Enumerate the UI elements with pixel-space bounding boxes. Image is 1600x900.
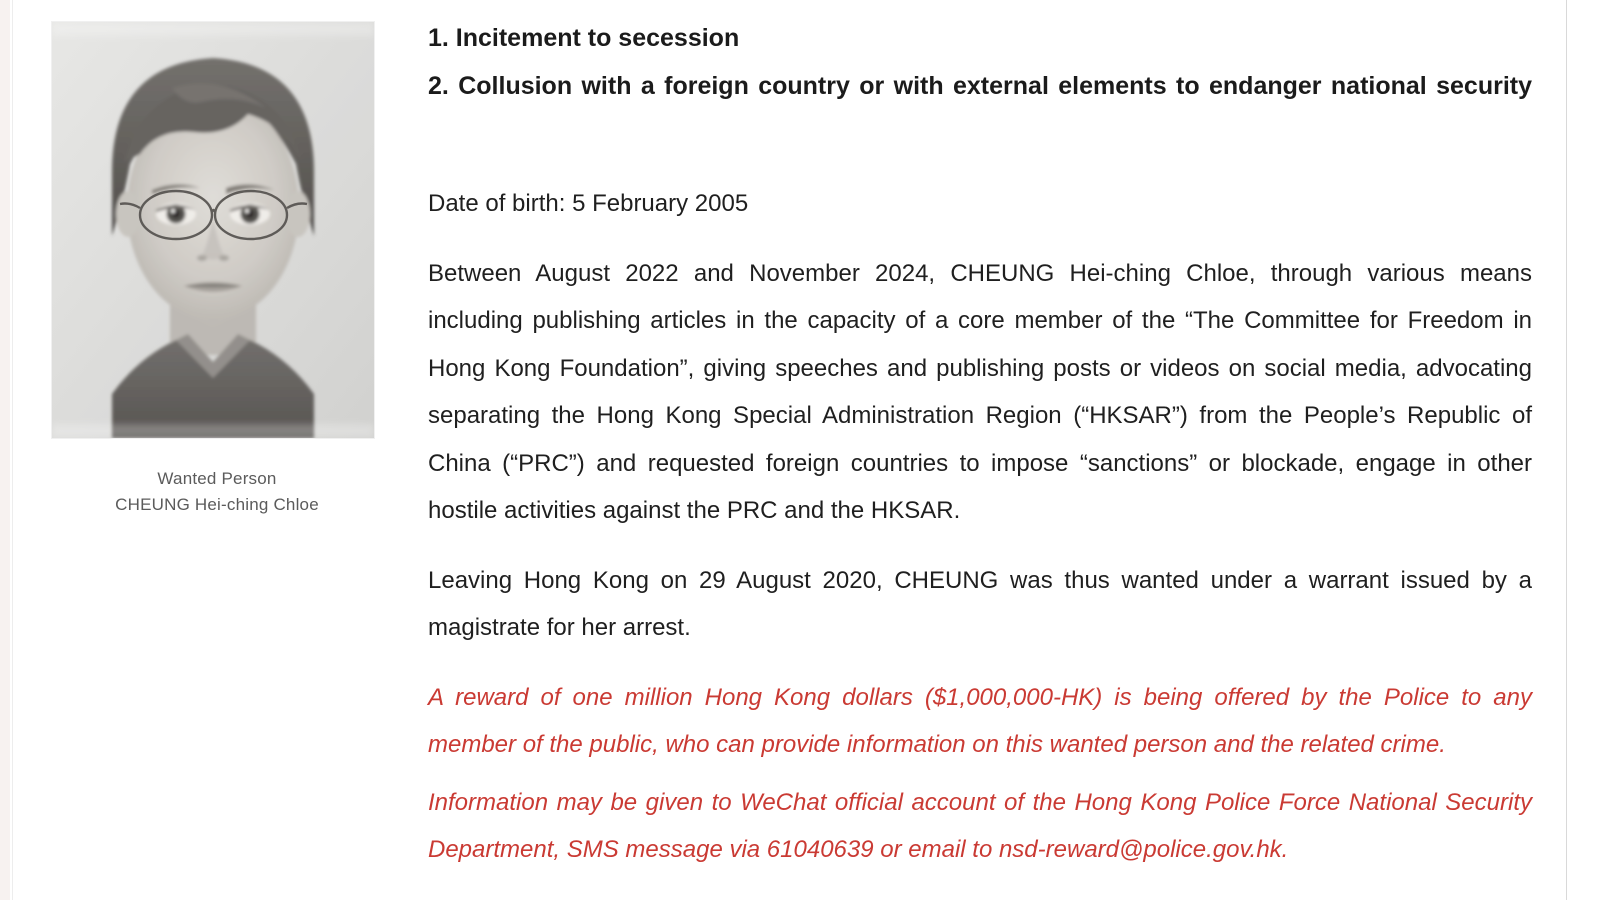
wanted-person-photo-block bbox=[52, 22, 382, 519]
page-edge-right-strip bbox=[1567, 0, 1600, 900]
charge-item-1: 1. Incitement to secession bbox=[428, 24, 740, 52]
narrative-paragraph-1: Between August 2022 and November 2024, CHEUNG Hei-ching Chloe, through various means including publishing articles in the capacity of a core member of the “The Committee for Freedom in Hong Kong Foundation”, giving speeches and publishing posts or videos on social media, advocating separating the Hong Kong Special Administration Region (“HKSAR”) from the People’s Republic of China (“PRC”) and requested foreign countries to impose “sanctions” or blockade, engage in other hostile activities against the PRC and the HKSAR. bbox=[428, 259, 1532, 525]
page-edge-left-rule bbox=[12, 0, 13, 900]
photo-caption-line-1: Wanted Person bbox=[157, 469, 277, 488]
contact-paragraph: Information may be given to WeChat official account of the Hong Kong Police Force National Security Department, SMS message via 61040639 or email to nsd-reward@police.gov.hk. bbox=[428, 788, 1532, 864]
photo-caption bbox=[52, 466, 382, 519]
wanted-person-photo bbox=[52, 22, 374, 438]
charge-item-2: 2. Collusion with a foreign country or with external elements to endanger national security bbox=[428, 72, 1532, 100]
reward-paragraph: A reward of one million Hong Kong dollars ($1,000,000-HK) is being offered by the Police to any member of the public, who can provide information on this wanted person and the related crime. bbox=[428, 683, 1532, 759]
photo-caption-line-2: CHEUNG Hei-ching Chloe bbox=[115, 495, 319, 515]
portrait-photo-graphic bbox=[52, 22, 374, 438]
notice-text-column bbox=[428, 14, 1532, 874]
date-of-birth: Date of birth: 5 February 2005 bbox=[428, 190, 749, 217]
page-edge-left-strip bbox=[0, 0, 10, 900]
narrative-paragraph-2: Leaving Hong Kong on 29 August 2020, CHEUNG was thus wanted under a warrant issued by a magistrate for her arrest. bbox=[428, 566, 1532, 642]
